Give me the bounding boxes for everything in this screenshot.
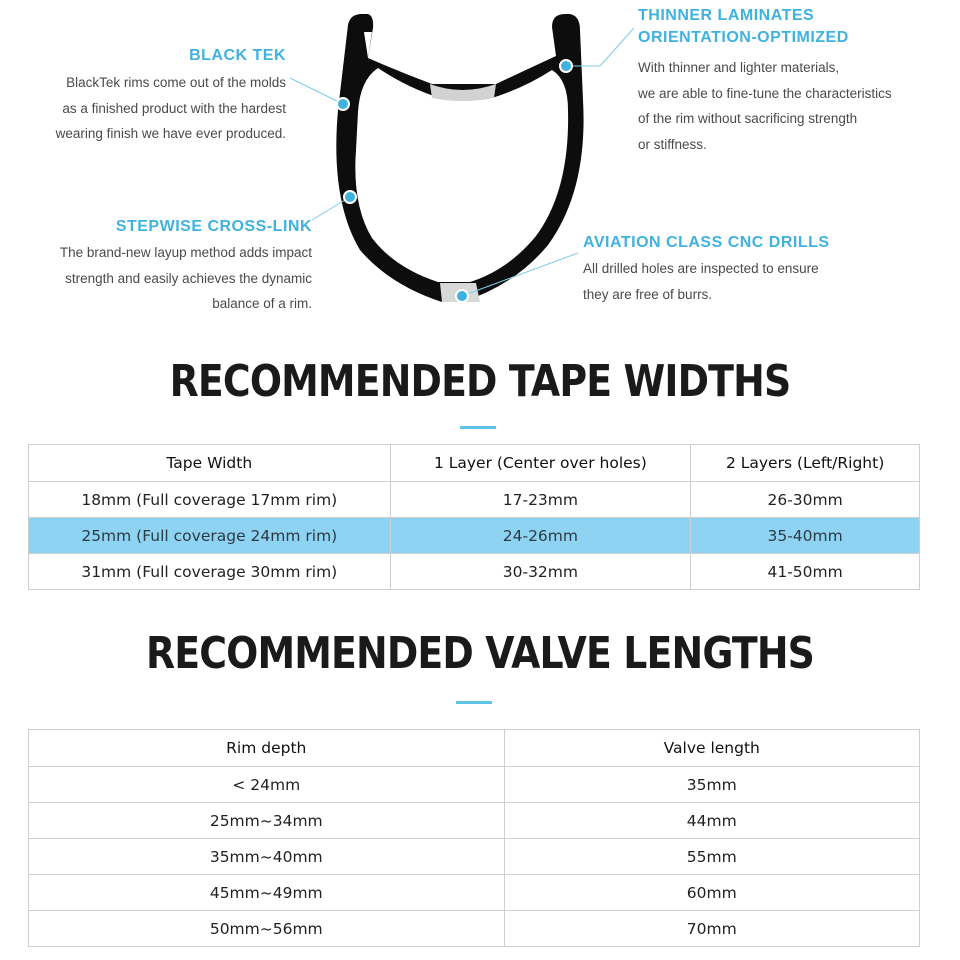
valve-lengths-heading: RECOMMENDED VALVE LENGTHS — [145, 628, 815, 679]
callout-dot-aviation — [456, 290, 468, 302]
table-cell: 26-30mm — [691, 482, 920, 518]
callout-dot-stepwise — [344, 191, 356, 203]
feature-title-line: THINNER LAMINATES — [638, 7, 815, 24]
feature-black-tek — [20, 45, 286, 147]
table-cell: 18mm (Full coverage 17mm rim) — [29, 482, 391, 518]
table-header-row — [29, 445, 920, 482]
heading-accent-bar — [456, 701, 492, 704]
table-cell: 35-40mm — [691, 518, 920, 554]
table-cell: 35mm — [504, 767, 920, 803]
feature-desc-line: of the rim without sacrificing strength — [638, 111, 858, 126]
table-cell: 50mm~56mm — [29, 911, 505, 947]
tape-widths-table — [28, 444, 920, 590]
table-row — [29, 911, 920, 947]
feature-desc-line: The brand-new layup method adds impact — [59, 245, 312, 260]
feature-desc-line: we are able to fine-tune the characteristics — [638, 85, 892, 101]
feature-desc-line: as a finished product with the hardest — [62, 100, 286, 116]
table-cell: 55mm — [504, 839, 920, 875]
feature-title: AVIATION CLASS CNC DRILLS — [583, 234, 830, 251]
feature-aviation-cnc-drills — [583, 232, 943, 307]
column-header: Tape Width — [29, 445, 391, 482]
table-row — [29, 554, 920, 590]
table-cell: 25mm (Full coverage 24mm rim) — [29, 518, 391, 554]
table-cell: 60mm — [504, 875, 920, 911]
table-cell: 31mm (Full coverage 30mm rim) — [29, 554, 391, 590]
feature-desc-line: BlackTek rims come out of the molds — [66, 75, 286, 90]
column-header: Valve length — [504, 730, 920, 767]
feature-desc-line: All drilled holes are inspected to ensure — [583, 261, 819, 276]
callout-dot-thinner — [560, 60, 572, 72]
feature-desc-line: wearing finish we have ever produced. — [55, 126, 286, 141]
table-cell: 45mm~49mm — [29, 875, 505, 911]
table-row — [29, 482, 920, 518]
table-cell: 17-23mm — [390, 482, 691, 518]
table-cell: 25mm~34mm — [29, 803, 505, 839]
table-row — [29, 767, 920, 803]
callout-dot-black-tek — [337, 98, 349, 110]
feature-desc-line: or stiffness. — [638, 136, 707, 152]
feature-desc-line: they are free of burrs. — [583, 286, 713, 302]
feature-thinner-laminates — [638, 5, 948, 157]
table-row-highlighted — [29, 518, 920, 554]
table-cell: 70mm — [504, 911, 920, 947]
table-header-row — [29, 730, 920, 767]
valve-lengths-table — [28, 729, 920, 947]
feature-title: STEPWISE CROSS-LINK — [115, 218, 312, 235]
column-header: Rim depth — [29, 730, 505, 767]
column-header: 1 Layer (Center over holes) — [390, 445, 691, 482]
table-cell: < 24mm — [29, 767, 505, 803]
table-cell: 44mm — [504, 803, 920, 839]
table-cell: 35mm~40mm — [29, 839, 505, 875]
tape-widths-heading: RECOMMENDED TAPE WIDTHS — [169, 356, 791, 407]
table-cell: 41-50mm — [691, 554, 920, 590]
column-header: 2 Layers (Left/Right) — [691, 445, 920, 482]
feature-desc-line: strength and easily achieves the dynamic — [65, 270, 312, 286]
table-cell: 30-32mm — [390, 554, 691, 590]
feature-desc-line: With thinner and lighter materials, — [638, 60, 840, 75]
table-row — [29, 875, 920, 911]
feature-title: BLACK TEK — [189, 47, 286, 64]
table-cell: 24-26mm — [390, 518, 691, 554]
table-row — [29, 839, 920, 875]
feature-desc-line: balance of a rim. — [212, 296, 312, 311]
feature-title-line: ORIENTATION-OPTIMIZED — [638, 29, 849, 46]
heading-accent-bar — [460, 426, 496, 429]
table-row — [29, 803, 920, 839]
feature-stepwise-cross-link — [10, 216, 312, 317]
